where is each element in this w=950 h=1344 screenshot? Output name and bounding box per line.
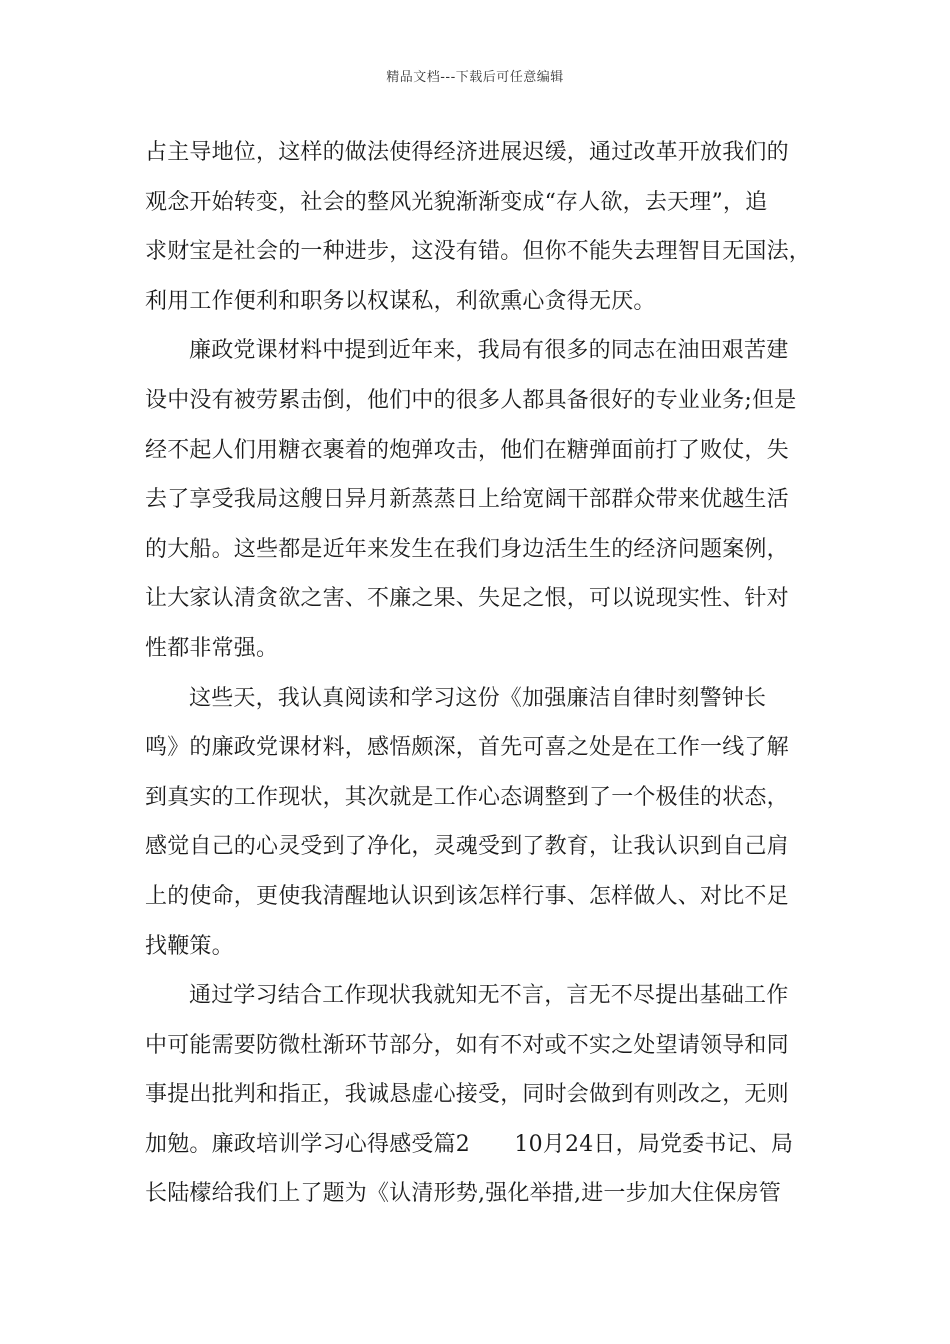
- text-line: 加勉。廉政培训学习心得感受篇2 10月24日，局党委书记、局: [145, 1131, 794, 1157]
- text-line: 这些天，我认真阅读和学习这份《加强廉洁自律时刻警钟长: [189, 685, 767, 711]
- text-line: 感觉自己的心灵受到了净化，灵魂受到了教育，让我认识到自己肩: [145, 834, 789, 860]
- text-line: 鸣》的廉政党课材料，感悟颇深，首先可喜之处是在工作一线了解: [145, 735, 789, 761]
- page-header: 精品文档---下载后可任意编辑: [386, 70, 564, 85]
- text-line: 观念开始转变，社会的整风光貌渐渐变成“存人欲，去天理”，追: [145, 189, 768, 215]
- text-line: 性都非常强。: [145, 635, 279, 661]
- text-line: 去了享受我局这艘日异月新蒸蒸日上给宽阔干部群众带来优越生活: [145, 487, 789, 513]
- text-line: 求财宝是社会的一种进步，这没有错。但你不能失去理智目无国法，: [145, 239, 812, 265]
- text-line: 到真实的工作现状，其次就是工作心态调整到了一个极佳的状态，: [145, 784, 789, 810]
- text-line: 找鞭策。: [145, 933, 234, 959]
- text-line: 廉政党课材料中提到近年来，我局有很多的同志在油田艰苦建: [189, 338, 789, 364]
- text-line: 让大家认清贪欲之害、不廉之果、失足之恨，可以说现实性、针对: [145, 586, 789, 612]
- text-line: 上的使命，更使我清醒地认识到该怎样行事、怎样做人、对比不足: [145, 883, 789, 909]
- text-line: 通过学习结合工作现状我就知无不言，言无不尽提出基础工作: [189, 983, 789, 1009]
- text-line: 经不起人们用糖衣裹着的炮弹攻击，他们在糖弹面前打了败仗，失: [145, 437, 789, 463]
- text-line: 中可能需要防微杜渐环节部分，如有不对或不实之处望请领导和同: [145, 1032, 789, 1058]
- text-line: 设中没有被劳累击倒，他们中的很多人都具备很好的专业业务;但是: [145, 387, 797, 413]
- text-line: 的大船。这些都是近年来发生在我们身边活生生的经济问题案例，: [145, 536, 789, 562]
- text-line: 占主导地位，这样的做法使得经济进展迟缓，通过改革开放我们的: [145, 140, 789, 165]
- document-body: [145, 128, 825, 1219]
- text-line: 事提出批判和指正，我诚恳虚心接受，同时会做到有则改之，无则: [145, 1082, 789, 1108]
- text-line: 利用工作便利和职务以权谋私，利欲熏心贪得无厌。: [145, 288, 656, 314]
- text-line: 长陆檬给我们上了题为《认清形势,强化举措,进一步加大住保房管: [145, 1181, 781, 1207]
